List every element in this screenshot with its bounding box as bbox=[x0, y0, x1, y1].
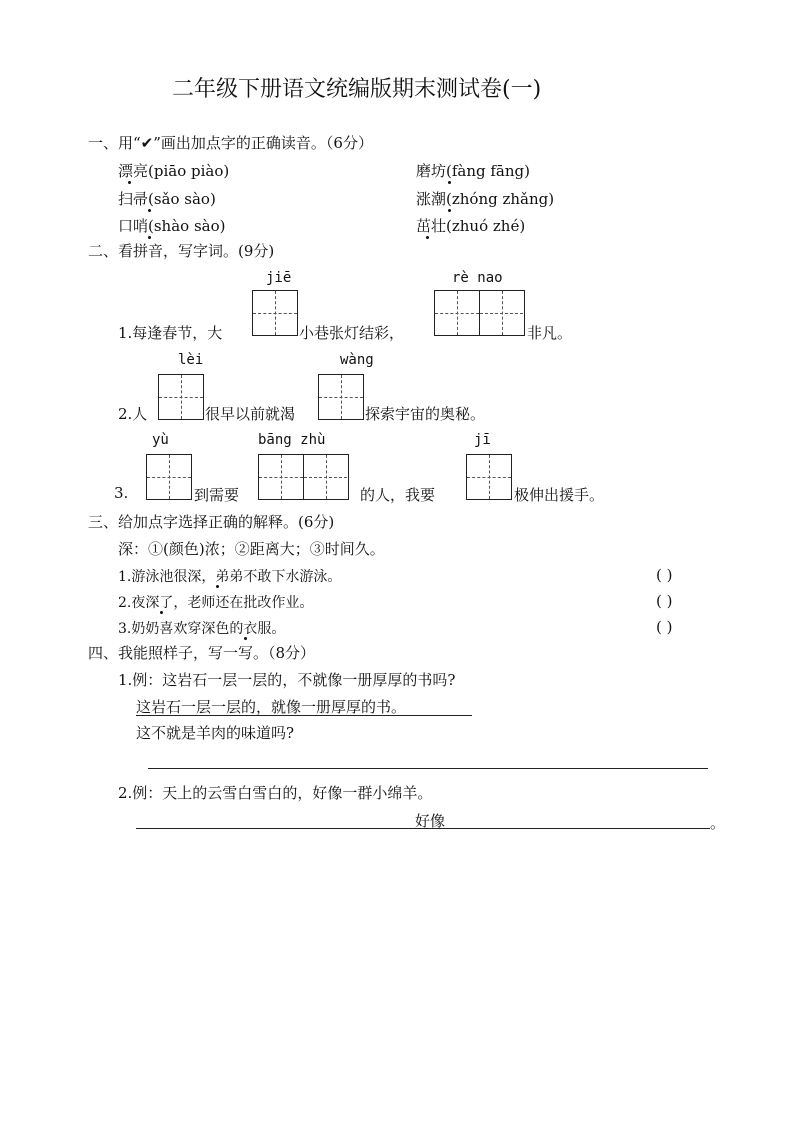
emphasis-dot bbox=[160, 611, 163, 614]
s1-item-2: 磨坊(fàng fāng) bbox=[416, 162, 530, 180]
section-2-heading: 二、看拼音，写字词。(9分) bbox=[88, 242, 275, 260]
section-4-heading: 四、我能照样子，写一写。（8分） bbox=[88, 644, 316, 662]
s4-example-2-end: 。 bbox=[710, 814, 726, 832]
s3-item-1: 1.游泳池很深，弟弟不敢下水游泳。 bbox=[118, 569, 342, 585]
pinyin-renao: rè nao bbox=[452, 270, 503, 286]
section-1-heading: 一、用“✔”画出加点字的正确读音。（6分） bbox=[88, 134, 373, 152]
pinyin-bangzhu: bāng zhù bbox=[258, 432, 326, 448]
pinyin-wang: wàng bbox=[340, 352, 374, 368]
writing-box-yu[interactable] bbox=[146, 454, 192, 500]
s4-example-2: 2.例：天上的云雪白雪白的，好像一群小绵羊。 bbox=[118, 784, 433, 802]
s2-q3-part-c: 的人，我要 bbox=[360, 486, 436, 504]
s3-item-3: 3.奶奶喜欢穿深色的衣服。 bbox=[118, 621, 286, 637]
emphasis-dot bbox=[448, 181, 451, 184]
emphasis-dot bbox=[148, 236, 151, 239]
s2-q3-part-a: 3. bbox=[114, 484, 129, 502]
answer-paren-2[interactable]: ( ) bbox=[656, 592, 673, 610]
page-title: 二年级下册语文统编版期末测试卷(一) bbox=[172, 77, 542, 102]
example-underline bbox=[136, 715, 472, 716]
answer-line-1[interactable] bbox=[148, 768, 708, 769]
writing-box-ji[interactable] bbox=[466, 454, 512, 500]
emphasis-dot bbox=[448, 209, 451, 212]
s1-item-5: 口哨(shào sào) bbox=[118, 217, 226, 235]
s1-item-1: 漂亮(piāo piào) bbox=[118, 162, 230, 180]
s1-item-3: 扫帚(sǎo sào) bbox=[118, 190, 216, 208]
answer-paren-3[interactable]: ( ) bbox=[656, 618, 673, 636]
emphasis-dot bbox=[148, 209, 151, 212]
s2-q1-part-b: 小巷张灯结彩， bbox=[299, 324, 405, 342]
emphasis-dot bbox=[426, 236, 429, 239]
answer-line-2[interactable] bbox=[136, 828, 710, 829]
emphasis-dot bbox=[244, 637, 247, 640]
section-3-heading: 三、给加点字选择正确的解释。(6分) bbox=[88, 513, 335, 531]
writing-box-lei[interactable] bbox=[158, 374, 204, 420]
s2-q3-part-b: 到需要 bbox=[194, 486, 240, 504]
pinyin-jie: jiē bbox=[266, 270, 292, 286]
emphasis-dot bbox=[216, 585, 219, 588]
pinyin-lei: lèi bbox=[178, 352, 204, 368]
s2-q3-part-d: 极伸出援手。 bbox=[514, 486, 605, 504]
s2-q2-part-a: 2.人 bbox=[118, 405, 148, 423]
s3-definitions: 深：①(颜色)浓；②距离大；③时间久。 bbox=[118, 540, 385, 558]
s4-example-2-mid: 好像 bbox=[415, 812, 446, 830]
s2-q2-part-c: 探索宇宙的奥秘。 bbox=[365, 405, 486, 423]
writing-box-wang[interactable] bbox=[318, 374, 364, 420]
s2-q2-part-b: 很早以前就渴 bbox=[205, 405, 296, 423]
s1-item-4: 涨潮(zhóng zhǎng) bbox=[416, 190, 555, 208]
pinyin-ji: jī bbox=[474, 432, 491, 448]
s4-example-1-answer: 这岩石一层一层的，就像一册厚厚的书。 bbox=[136, 698, 407, 716]
pinyin-yu: yù bbox=[152, 432, 169, 448]
writing-box-renao[interactable] bbox=[434, 290, 525, 336]
s3-item-2: 2.夜深了，老师还在批改作业。 bbox=[118, 595, 314, 611]
s4-example-1-question: 这不就是羊肉的味道吗? bbox=[136, 724, 295, 742]
s2-q1-part-a: 1.每逢春节，大 bbox=[118, 324, 223, 342]
emphasis-dot bbox=[128, 181, 131, 184]
s1-item-6: 茁壮(zhuó zhé) bbox=[416, 217, 526, 235]
answer-paren-1[interactable]: ( ) bbox=[656, 566, 673, 584]
s2-q1-part-c: 非凡。 bbox=[527, 324, 573, 342]
s4-example-1: 1.例：这岩石一层一层的，不就像一册厚厚的书吗? bbox=[118, 671, 456, 689]
writing-box-jie[interactable] bbox=[252, 290, 298, 336]
writing-box-bangzhu[interactable] bbox=[258, 454, 349, 500]
